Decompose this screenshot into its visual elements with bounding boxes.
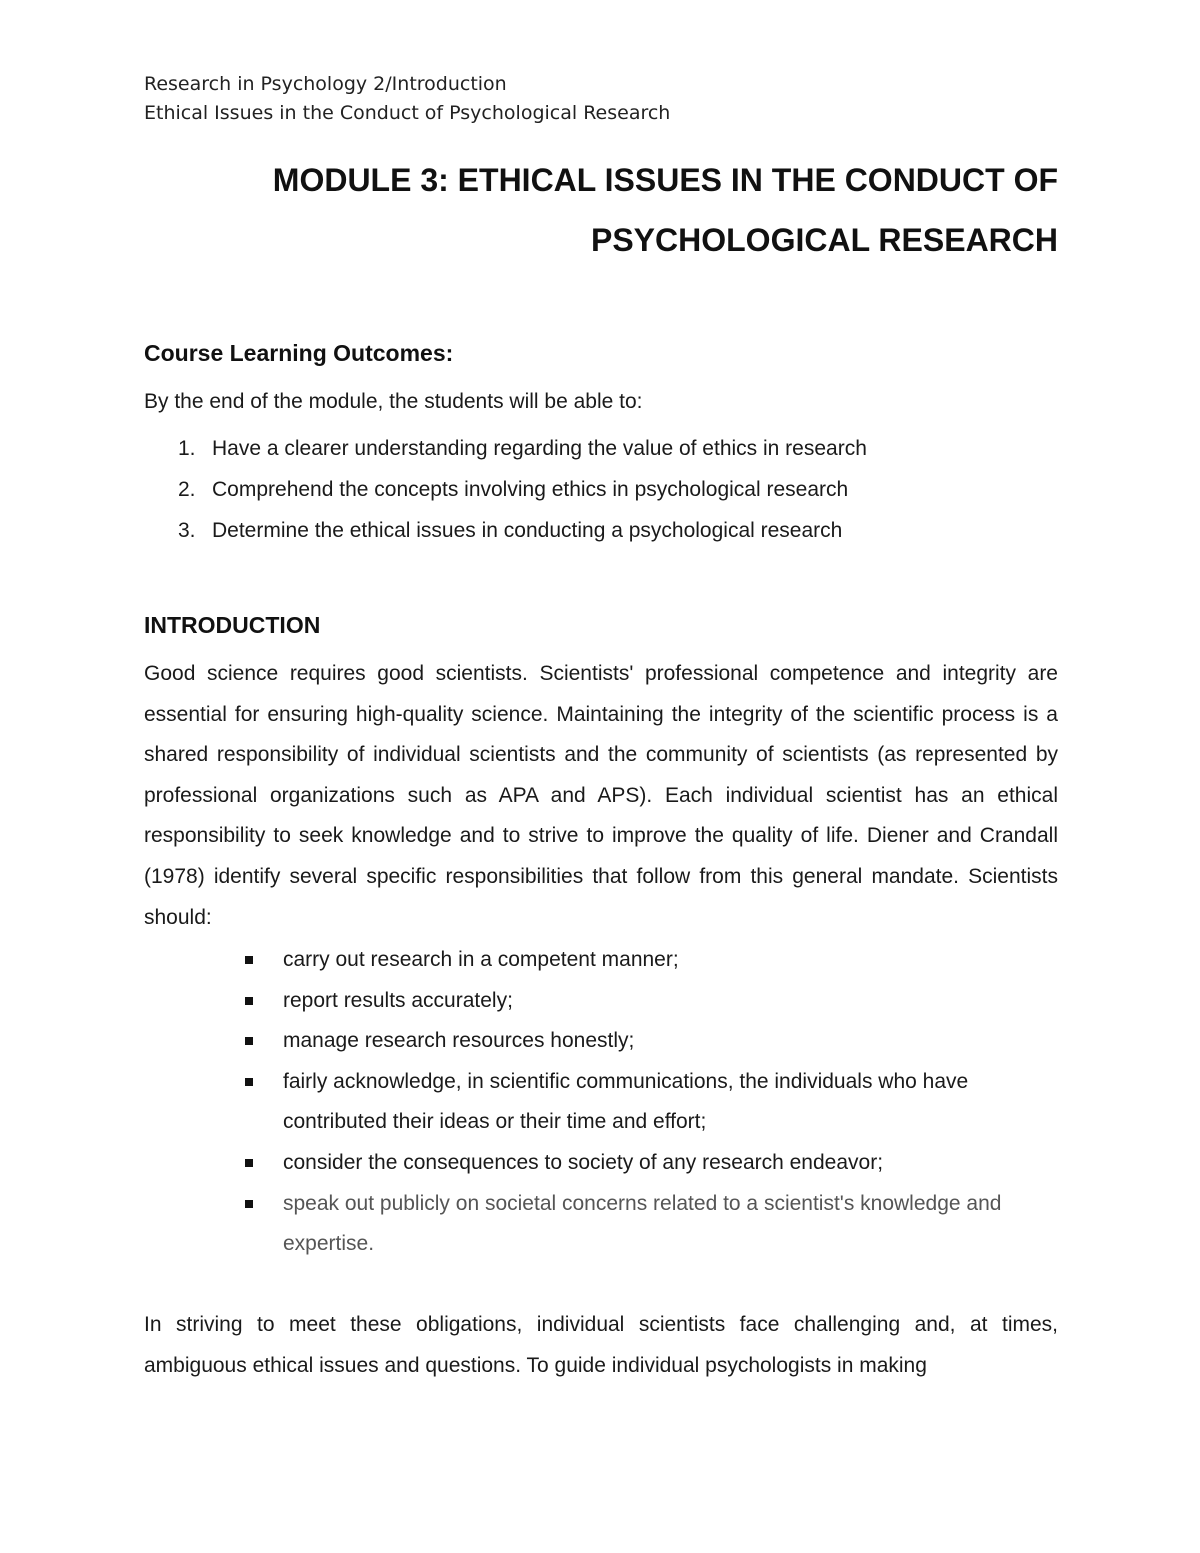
introduction-paragraph: Good science requires good scientists. Scientists' professional competence and integrity are essential for ensuring high-quality science. Maintaining the integrity of the scientific process is a shared responsibility of individual scientists and the community of scientists (as represented by professional organizations such as APA and APS). Each individual scientist has an ethical responsibility to seek knowledge and to strive to improve the quality of life. Diener and Crandall (1978) identify several specific responsibilities that follow from this general mandate. Scientists should: [144,662,1058,929]
list-item [240,1143,1058,1184]
list-item-text: Comprehend the concepts involving ethics in psychological research [212,478,849,501]
outcomes-heading: Course Learning Outcomes: [144,340,454,366]
module-title-line-1: MODULE 3: ETHICAL ISSUES IN THE CONDUCT OF [272,162,1058,198]
square-bullet-icon [245,997,253,1005]
header-course-line: Research in Psychology 2/Introduction [144,73,507,95]
closing-paragraph: In striving to meet these obligations, individual scientists face challenging and, at times, ambiguous ethical issues and questions. To guide individual psychologists in making [144,1313,1058,1377]
list-item-number: 3. [178,519,196,542]
square-bullet-icon [245,1159,253,1167]
square-bullet-icon [245,1078,253,1086]
list-item-text: report results accurately; [283,988,513,1012]
outcomes-intro: By the end of the module, the students will be able to: [144,390,643,413]
square-bullet-icon [245,1200,253,1208]
square-bullet-icon [245,956,253,964]
module-title [144,150,1058,270]
list-item [240,1021,1058,1062]
list-item [240,940,1058,981]
list-item [240,981,1058,1022]
list-item [240,1184,1058,1265]
list-item-number: 2. [178,478,196,501]
outcomes-list [144,428,867,551]
list-item [144,510,867,551]
list-item-text: carry out research in a competent manner; [283,948,679,971]
module-title-line-2: PSYCHOLOGICAL RESEARCH [590,222,1058,258]
responsibilities-list [240,940,1058,1265]
list-item-number: 1. [178,437,196,460]
list-item-text: speak out publicly on societal concerns related to a scientist's knowledge and expertise. [283,1191,1002,1256]
list-item-text: Determine the ethical issues in conducting a psychological research [212,519,843,542]
square-bullet-icon [245,1037,253,1045]
running-header [144,70,670,128]
introduction-heading: INTRODUCTION [144,612,321,638]
list-item [144,428,867,469]
list-item [240,1062,1058,1143]
header-topic-line: Ethical Issues in the Conduct of Psychological Research [144,102,671,124]
list-item-text: fairly acknowledge, in scientific communications, the individuals who have contributed their ideas or their time and effort; [283,1069,969,1134]
list-item-text: Have a clearer understanding regarding the value of ethics in research [212,437,867,460]
list-item-text: manage research resources honestly; [283,1029,635,1053]
list-item-text: consider the consequences to society of any research endeavor; [283,1150,884,1174]
list-item [144,469,867,510]
